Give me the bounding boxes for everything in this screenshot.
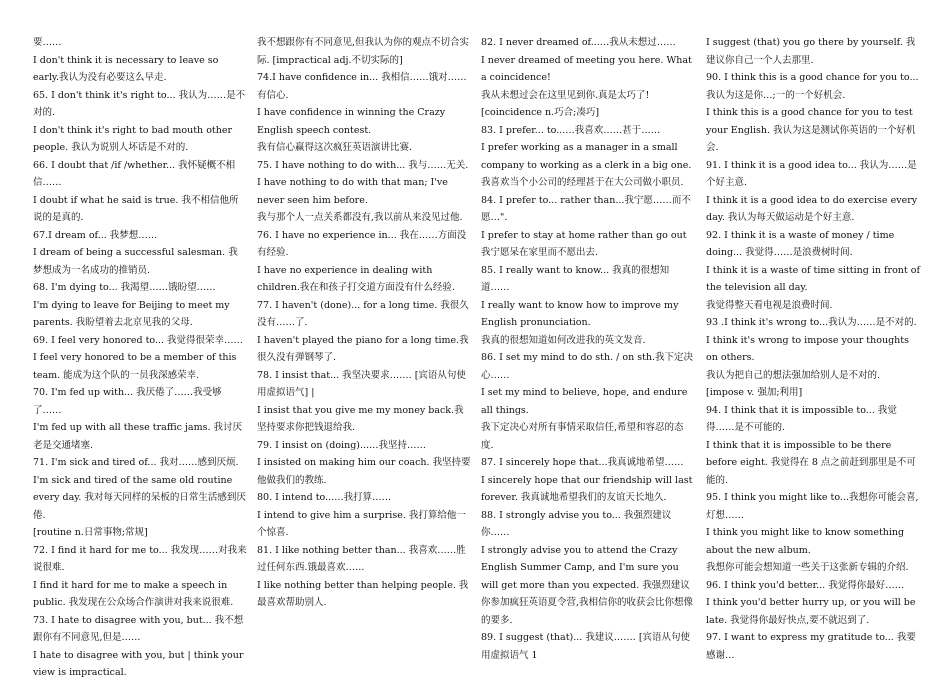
text-line: 97. I want to express my gratitude to... 我要感谢… <box>706 632 916 661</box>
text-line: [impose v. 强加;利用] <box>706 387 803 398</box>
text-line: I insisted on making him our coach. 我坚持要他做我们的教练. <box>257 457 471 486</box>
text-line: 我有信心赢得这次疯狂英语演讲比赛. <box>257 142 413 153</box>
text-line: I feel very honored to be a member of this team. 能成为这个队的一员我深感荣幸. <box>33 352 240 381</box>
text-column-1 <box>33 34 247 682</box>
text-line: 82. I never dreamed of...…我从未想过…… <box>481 37 676 48</box>
text-line: I'm dying to leave for Beijing to meet my parents. 我盼望着去北京见我的父母. <box>33 299 233 328</box>
text-line: 70. I'm fed up with... 我厌倦了……我受够了…… <box>33 387 222 416</box>
text-line: I hate to disagree with you, but | think your view is impractical. <box>33 649 247 678</box>
text-line: 85. I really want to know... 我真的很想知道…… <box>481 264 670 293</box>
text-line: I don't think it is necessary to leave so early.我认为没有必要这么早走. <box>33 54 222 83</box>
text-line: 87. I sincerely hope that...我真诚地希望…… <box>481 457 684 468</box>
text-line: 我下定决心对所有事情采取信任,希望和容忍的态度. <box>481 422 684 451</box>
text-line: 68. I'm dying to... 我渴望……饿盼望…… <box>33 282 216 293</box>
text-line: I set my mind to believe, hope, and endure all things. <box>481 387 691 416</box>
text-line: 66. I doubt that /if /whether... 我怀疑概不相信…… <box>33 159 236 188</box>
text-line: 我认为把自己的想法强加给别人是不对的. <box>706 369 881 381</box>
text-line: 92. I think it is a waste of money / time doing... 我觉得……是浪费树时间. <box>706 229 898 258</box>
text-line: 要…… <box>33 37 62 48</box>
text-line: I'm sick and tired of the same old routine every day. 我对每天同样的呆板的日常生活感到厌倦. <box>33 474 246 521</box>
text-line: I never dreamed of meeting you here. What a coincidence! <box>481 54 695 83</box>
text-line: 65. I don't think it's right to... 我认为……是不对的. <box>33 89 246 118</box>
text-line: I think it's wrong to impose your thoughts on others. <box>706 334 913 363</box>
text-line: I have nothing to do with that man; I've never seen him before. <box>257 177 451 206</box>
text-line: [coincidence n.巧合;凑巧] <box>481 107 600 118</box>
text-column-2 <box>257 34 471 612</box>
text-line: I really want to know how to improve my English pronunciation. <box>481 299 682 328</box>
text-line: I have confidence in winning the Crazy English speech contest. <box>257 107 449 136</box>
text-line: 我喜欢当个小公司的经理甚于在大公司做小职员. <box>481 177 684 188</box>
text-line: I prefer working as a manager in a small company to working as a clerk in a big one. <box>481 142 692 171</box>
text-line: I think you might like to know something about the new album. <box>706 527 908 556</box>
text-line: 93 .I think it's wrong to...我认为……是不对的. <box>706 317 917 328</box>
text-line: I like nothing better than helping people. 我最喜欢帮助别人. <box>257 579 469 608</box>
text-line: 69. I feel very honored to... 我觉得很荣幸…… <box>33 334 244 346</box>
text-line: 我从未想过会在这里见到你.真是太巧了! <box>481 89 650 101</box>
text-line: I think this is a good chance for you to test your English. 我认为这是测试你英语的一个好机会. <box>706 107 916 153</box>
text-line: I intend to give him a surprise. 我打算给他一个惊喜. <box>257 509 466 538</box>
text-line: [routine n.日常事物;常规] <box>33 527 148 538</box>
text-line: 67.I dream of... 我梦想…… <box>33 229 158 241</box>
text-line: 90. I think this is a good chance for you to... 我认为这是你…;一的一个好机会. <box>706 72 922 101</box>
text-line: I strongly advise you to attend the Crazy English Summer Camp, and I'm sure you will get more than you expected. 我强烈建议你参加疯狂英语夏令营,我相信你的收获会比你想像的要多. <box>481 544 694 626</box>
text-line: 94. I think that it is impossible to... 我觉得……是不可能的. <box>706 404 897 433</box>
text-line: I think it is a good idea to do exercise every day. 我认为每天做运动是个好主意. <box>706 194 921 223</box>
text-line: I find it hard for me to make a speech in public. 我发现在公众场合作演讲对我来说很难. <box>33 579 234 608</box>
text-line: I think you'd better hurry up, or you will be late. 我觉得你最好快点,要不就迟到了. <box>706 597 919 626</box>
text-line: 84. I prefer to... rather than...我宁愿……而不愿…". <box>481 194 691 223</box>
text-line: 77. I haven't (done)... for a long time. 我很久没有……了. <box>257 299 469 328</box>
text-line: 95. I think you might like to...我想你可能会喜,灯想…… <box>706 492 919 521</box>
text-line: 83. I prefer... to...…我喜欢……甚于…… <box>481 124 661 136</box>
text-line: I dream of being a successful salesman. 我梦想成为一名成功的推销员. <box>33 247 238 276</box>
text-line: 81. I like nothing better than... 我喜欢……胜过任何东西.饿最喜欢…… <box>257 544 466 573</box>
text-line: I suggest (that) you go there by yourself. 我建议你自己一个人去那里. <box>706 37 916 66</box>
text-line: I don't think it's right to bad mouth other people. 我认为说别人坏话是不对的. <box>33 124 236 153</box>
text-line: 71. I'm sick and tired of... 我对……感到厌烦. <box>33 457 239 468</box>
text-line: I have no experience in dealing with children.我在和孩子打交道方面没有什么经验. <box>257 264 455 293</box>
text-line: I haven't played the piano for a long time.我很久没有弹钢琴了. <box>257 334 469 363</box>
text-line: I sincerely hope that our friendship will last forever. 我真诚地希望我们的友谊天长地久. <box>481 474 696 503</box>
text-line: 75. I have nothing to do with... 我与……无关. <box>257 159 469 171</box>
text-line: 91. I think it is a good idea to... 我认为……是个好主意. <box>706 159 917 188</box>
text-line: I think it is a waste of time sitting in front of the television all day. <box>706 264 924 293</box>
text-line: 78. I insist that... 我坚决要求……. [宾语从句使用虚拟语气] | <box>257 369 466 398</box>
text-line: 我真的很想知道如何改进我的英文发音. <box>481 334 646 346</box>
text-line: 86. I set my mind to do sth. / on sth.我下定决心…… <box>481 352 694 381</box>
text-line: 我觉得整天看电视是浪费时间. <box>706 299 833 311</box>
text-line: 72. I find it hard for me to... 我发现……对我来说很难. <box>33 544 247 573</box>
text-line: 89. I suggest (that)... 我建议……. [宾语从句使用虚拟语气 1 <box>481 632 691 661</box>
text-line: 79. I insist on (doing)...…我坚持…… <box>257 439 427 451</box>
text-column-3 <box>481 34 695 664</box>
text-line: I insist that you give me my money back.我坚持要求你把钱退给我. <box>257 404 464 433</box>
text-line: I prefer to stay at home rather than go out 我宁愿呆在家里而不愿出去. <box>481 229 690 258</box>
text-column-4 <box>706 34 924 664</box>
text-line: 76. I have no experience in... 我在……方面没有经验. <box>257 229 467 258</box>
text-line: 88. I strongly advise you to... 我强烈建议你…… <box>481 509 672 538</box>
text-line: I doubt if what he said is true. 我不相信他所说的是真的. <box>33 194 239 223</box>
text-line: 73. I hate to disagree with you, but... 我不想跟你有不同意见,但是…… <box>33 614 244 643</box>
text-line: I think that it is impossible to be there before eight. 我觉得在 8 点之前赶到那里是不可能的. <box>706 439 916 486</box>
text-line: 我与那个人一点关系都没有,我以前从来没见过他. <box>257 212 463 223</box>
text-line: 96. I think you'd better... 我觉得你最好…… <box>706 579 905 591</box>
text-line: 我不想跟你有不同意见,但我认为你的观点不切合实际. [impractical adj.不切实际的] <box>257 37 470 66</box>
text-line: 我想你可能会想知道一些关于这张新专辑的介绍. <box>706 562 909 573</box>
text-line: 80. I intend to...…我打算…… <box>257 492 392 503</box>
text-line: I'm fed up with all these traffic jams. 我讨厌老是交通堵塞. <box>33 422 242 451</box>
text-line: 74.I have confidence in... 我相信……饿对……有信心. <box>257 72 467 101</box>
